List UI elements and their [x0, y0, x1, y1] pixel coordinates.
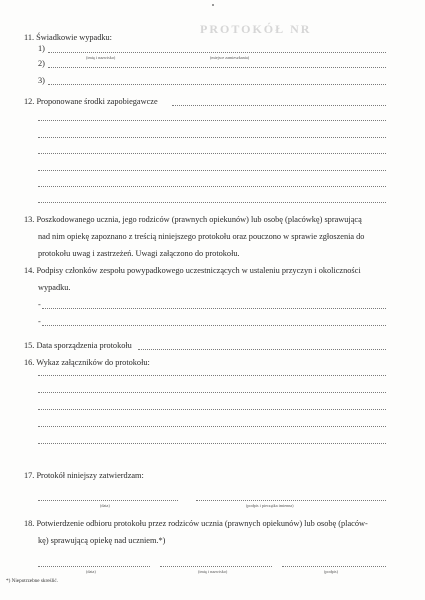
- measures-line-2[interactable]: [38, 137, 386, 138]
- witness-name-caption: (imię i nazwisko): [86, 55, 116, 60]
- team-signature-line-2[interactable]: [42, 325, 386, 326]
- approval-date-caption: (data): [100, 503, 110, 508]
- section-13-line-2: nad nim opiekę zapoznano z treścią niniejszego protokołu oraz pouczono w sprawie zgłoszenia do: [38, 232, 365, 241]
- attachments-line-2[interactable]: [38, 392, 386, 393]
- approval-signature-line[interactable]: [196, 500, 386, 501]
- witness-address-caption: (miejsce zamieszkania): [210, 55, 250, 60]
- section-14-line-2: wypadku.: [38, 283, 71, 292]
- approval-signature-caption: (podpis i pieczątka imienna): [246, 503, 294, 508]
- signature-dash-2: -: [38, 317, 41, 326]
- section-18-line-2: kę) sprawującą opiekę nad uczniem.*): [38, 536, 166, 545]
- measures-line-0[interactable]: [172, 105, 386, 106]
- receipt-signature-line[interactable]: [282, 566, 386, 567]
- approval-date-line[interactable]: [38, 500, 178, 501]
- scan-speck: [212, 4, 214, 6]
- section-13-line-1: 13. Poszkodowanego ucznia, jego rodziców (prawnych opiekunów) lub osobę (placówkę) sprawującą: [24, 215, 362, 224]
- protocol-date-line[interactable]: [138, 349, 386, 350]
- witness-2-line[interactable]: [48, 67, 386, 68]
- section-11-label: 11. Świadkowie wypadku:: [24, 33, 112, 42]
- attachments-line-5[interactable]: [38, 443, 386, 444]
- section-17-label: 17. Protokół niniejszy zatwierdzam:: [24, 471, 144, 480]
- measures-line-1[interactable]: [38, 120, 386, 121]
- witness-2-number: 2): [38, 59, 45, 68]
- receipt-signature-caption: (podpis): [324, 569, 338, 574]
- footnote: *) Niepotrzebne skreślić.: [6, 578, 58, 584]
- section-13-line-3: protokołu uwag i zastrzeżeń. Uwagi załączono do protokołu.: [38, 249, 240, 258]
- witness-1-line[interactable]: [48, 52, 386, 53]
- team-signature-line-1[interactable]: [42, 308, 386, 309]
- measures-line-3[interactable]: [38, 153, 386, 154]
- receipt-date-caption: (data): [86, 569, 96, 574]
- attachments-line-1[interactable]: [38, 375, 386, 376]
- receipt-date-line[interactable]: [38, 566, 150, 567]
- section-14-line-1: 14. Podpisy członków zespołu powypadkowego uczestniczących w ustaleniu przyczyn i okoliczności: [24, 266, 361, 275]
- attachments-line-4[interactable]: [38, 426, 386, 427]
- attachments-line-3[interactable]: [38, 409, 386, 410]
- measures-line-5[interactable]: [38, 186, 386, 187]
- faint-title: PROTOKÓŁ NR: [200, 22, 312, 36]
- witness-3-line[interactable]: [48, 84, 386, 85]
- section-12-label: 12. Proponowane środki zapobiegawcze: [24, 97, 158, 106]
- section-16-label: 16. Wykaz załączników do protokołu:: [24, 358, 150, 367]
- signature-dash-1: -: [38, 300, 41, 309]
- witness-3-number: 3): [38, 76, 45, 85]
- receipt-name-line[interactable]: [160, 566, 272, 567]
- section-18-line-1: 18. Potwierdzenie odbioru protokołu przez rodziców ucznia (prawnych opiekunów) lub osobę (placów-: [24, 519, 368, 528]
- receipt-name-caption: (imię i nazwisko): [198, 569, 228, 574]
- measures-line-4[interactable]: [38, 170, 386, 171]
- measures-line-6[interactable]: [38, 202, 386, 203]
- witness-1-number: 1): [38, 44, 45, 53]
- section-15-label: 15. Data sporządzenia protokołu: [24, 341, 132, 350]
